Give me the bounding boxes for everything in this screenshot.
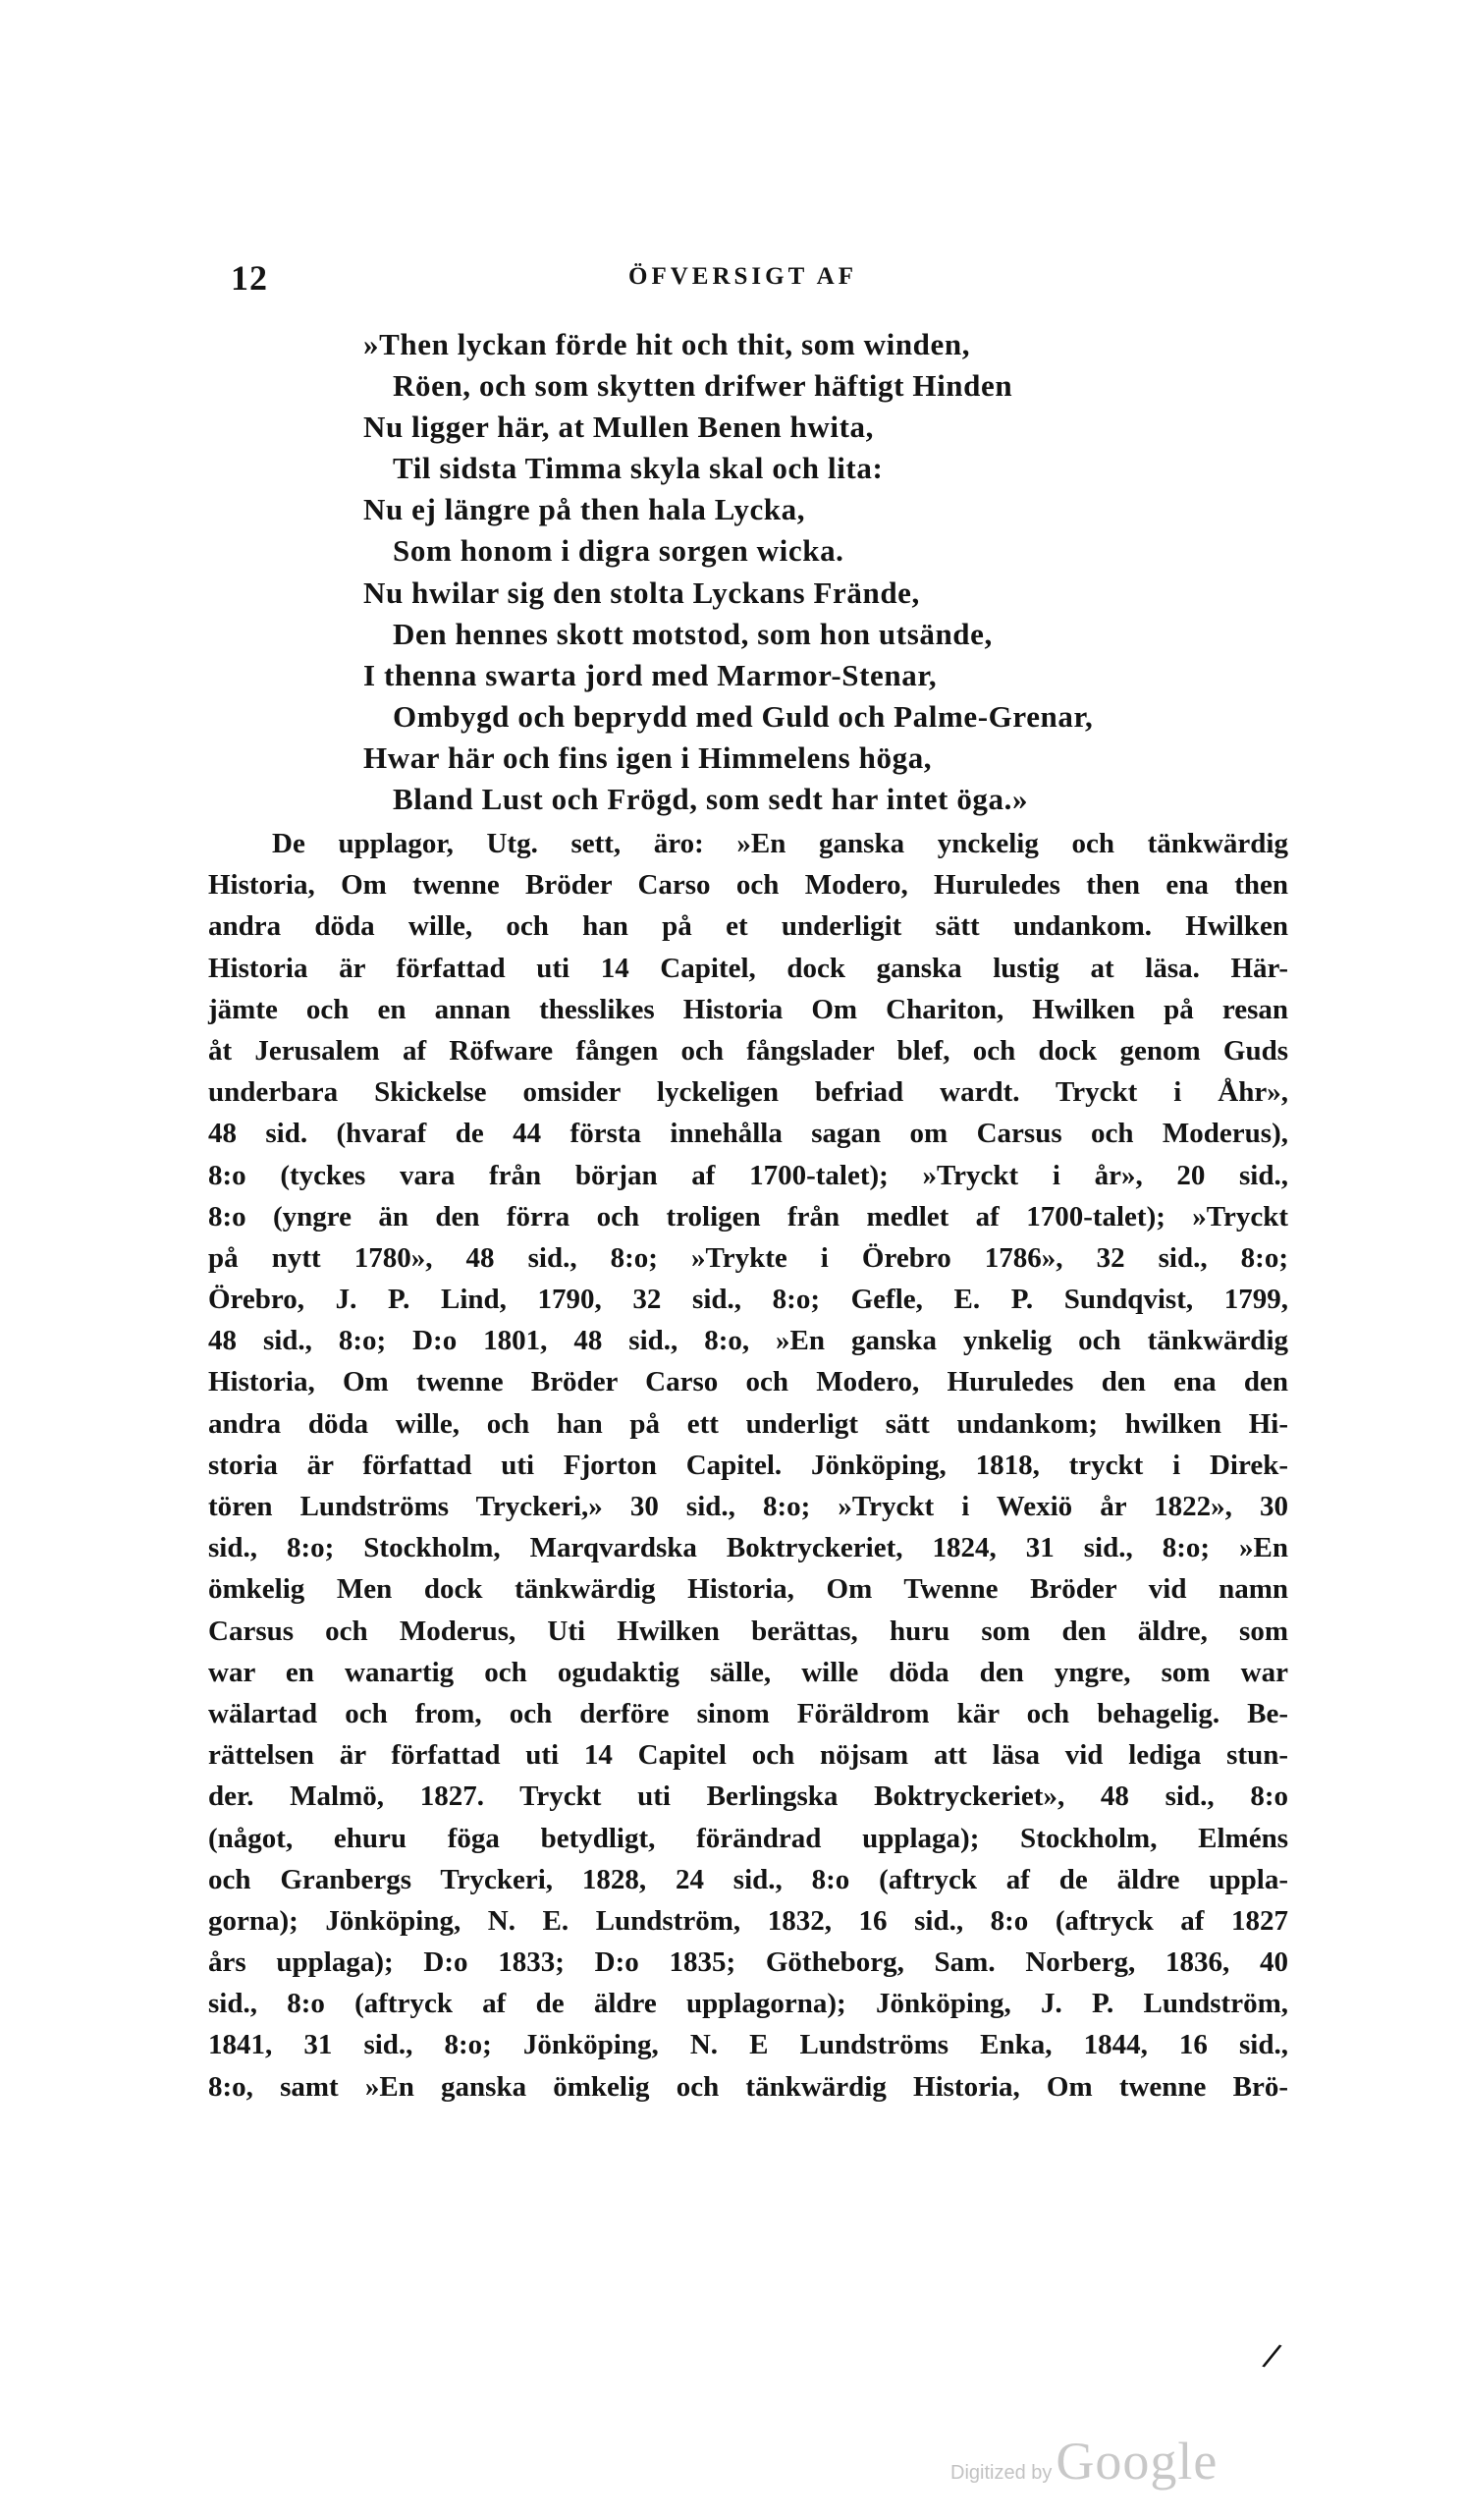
text-line: tören Lundströms Tryckeri,» 30 sid., 8:o; »Tryckt i Wexiö år 1822», 30 [208,1491,1288,1522]
watermark-label: Digitized by [950,2462,1053,2484]
text-line: sid., 8:o (aftryck af de äldre upplagorna); Jönköping, J. P. Lundström, [208,1988,1288,2020]
poem-line: I thenna swarta jord med Marmor-Stenar, [363,657,938,692]
text-line: sid., 8:o; Stockholm, Marqvardska Boktryckeriet, 1824, 31 sid., 8:o; »En [208,1532,1288,1564]
text-line: Historia, Om twenne Bröder Carso och Modero, Huruledes then ena then [208,869,1288,902]
digitized-watermark [950,2431,1218,2490]
text-line: der. Malmö, 1827. Tryckt uti Berlingska Boktryckeriet», 48 sid., 8:o [208,1780,1288,1813]
text-line: års upplaga); D:o 1833; D:o 1835; Götheborg, Sam. Norberg, 1836, 40 [208,1946,1288,1979]
text-line: Historia, Om twenne Bröder Carso och Modero, Huruledes den ena den [208,1366,1288,1398]
text-line: och Granbergs Tryckeri, 1828, 24 sid., 8:o (aftryck af de äldre uppla- [208,1863,1288,1895]
page-number: 12 [231,258,268,298]
text-line: Örebro, J. P. Lind, 1790, 32 sid., 8:o; Gefle, E. P. Sundqvist, 1799, [208,1284,1288,1316]
text-line: åt Jerusalem af Röfware fången och fångslader blef, och dock genom Guds [208,1034,1288,1067]
text-line: 8:o (yngre än den förra och troligen från medlet af 1700-talet); »Tryckt [208,1200,1288,1233]
poem-line: Hwar här och fins igen i Himmelens höga, [363,740,933,775]
poem [363,324,1286,820]
text-line: på nytt 1780», 48 sid., 8:o; »Trykte i Örebro 1786», 32 sid., 8:o; [208,1241,1288,1274]
text-line: ömkelig Men dock tänkwärdig Historia, Om Twenne Bröder vid namn [208,1573,1288,1606]
text-line: storia är författad uti Fjorton Capitel. Jönköping, 1818, tryckt i Direk- [208,1449,1288,1481]
text-line: 8:o (tyckes vara från början af 1700-talet); »Tryckt i år», 20 sid., [208,1159,1288,1191]
text-line: 1841, 31 sid., 8:o; Jönköping, N. E Lundströms Enka, 1844, 16 sid., [208,2029,1288,2061]
text-line: war en wanartig och ogudaktig sälle, wille döda den yngre, som war [208,1656,1288,1688]
poem-line: »Then lyckan förde hit och thit, som winden, [363,327,971,361]
page-mark: / [1259,2332,1285,2379]
poem-line: Den hennes skott motstod, som hon utsände, [393,616,993,651]
text-line: andra döda wille, och han på ett underligt sätt undankom; hwilken Hi- [208,1407,1288,1440]
watermark-logo: Google [1056,2432,1219,2491]
text-line: rättelsen är författad uti 14 Capitel och nöjsam att läsa vid lediga stun- [208,1739,1288,1772]
text-line: 8:o, samt »En ganska ömkelig och tänkwärdig Historia, Om twenne Brö- [208,2070,1288,2103]
text-line: 48 sid. (hvaraf de 44 första innehålla sagan om Carsus och Moderus), [208,1118,1288,1150]
poem-line: Ombygd och beprydd med Guld och Palme-Grenar, [393,698,1094,734]
text-line: Historia är författad uti 14 Capitel, dock ganska lustig at läsa. Här- [208,952,1288,984]
text-line: jämte och en annan thesslikes Historia Om Chariton, Hwilken på resan [208,993,1288,1025]
poem-line: Bland Lust och Frögd, som sedt har intet öga.» [393,782,1029,817]
poem-line: Nu hwilar sig den stolta Lyckans Frände, [363,575,920,610]
text-line: wälartad och from, och derföre sinom Föräldrom kär och behagelig. Be- [208,1697,1288,1729]
text-line: De upplagor, Utg. sett, äro: »En ganska ynckelig och tänkwärdig [272,828,1288,859]
text-line: Carsus och Moderus, Uti Hwilken berättas, huru som den äldre, som [208,1615,1288,1647]
text-line: 48 sid., 8:o; D:o 1801, 48 sid., 8:o, »En ganska ynkelig och tänkwärdig [208,1325,1288,1357]
text-line: (något, ehuru föga betydligt, förändrad upplaga); Stockholm, Elméns [208,1822,1288,1854]
text-line: underbara Skickelse omsider lyckeligen befriad wardt. Tryckt i Åhr», [208,1076,1288,1109]
header-title: ÖFVERSIGT AF [628,263,857,290]
text-line: andra döda wille, och han på et underligit sätt undankom. Hwilken [208,910,1288,943]
running-head [231,257,1262,297]
poem-line: Nu ligger här, at Mullen Benen hwita, [363,410,874,445]
body-text [208,823,1288,2108]
poem-line: Som honom i digra sorgen wicka. [393,533,844,569]
poem-line: Til sidsta Timma skyla skal och lita: [393,451,884,486]
text-line: gorna); Jönköping, N. E. Lundström, 1832, 16 sid., 8:o (aftryck af 1827 [208,1904,1288,1937]
poem-line: Nu ej längre på then hala Lycka, [363,492,806,527]
poem-line: Röen, och som skytten drifwer häftigt Hinden [393,368,1013,404]
